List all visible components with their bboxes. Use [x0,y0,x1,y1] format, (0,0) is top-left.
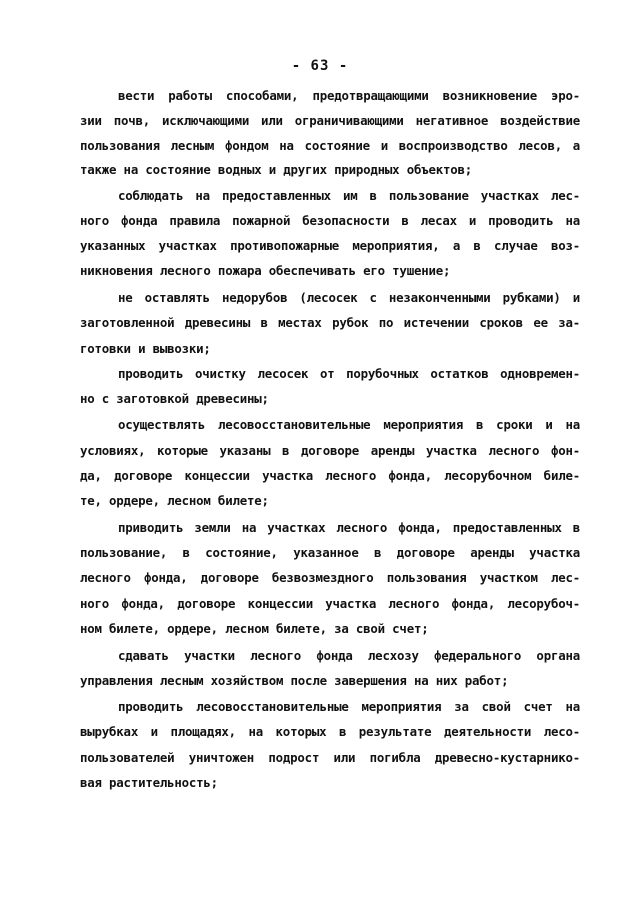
text-line: приводить земли на участках лесного фонда, предоставленных в [118,520,580,535]
text-line: проводить очистку лесосек от порубочных остатков одновремен- [118,366,580,381]
text-line: ного фонда, договоре концессии участка лесного фонда, лесорубоч- [80,596,580,611]
text-line: также на состояние водных и других природных объектов; [80,162,473,177]
text-line: вырубках и площадях, на которых в результате деятельности лесо- [80,724,580,739]
text-line: зии почв, исключающими или ограничивающими негативное воздействие [80,113,580,128]
text-line: заготовленной древесины в местах рубок по истечении сроков ее за- [80,315,580,330]
text-line: ного фонда правила пожарной безопасности в лесах и проводить на [80,213,580,228]
text-line: готовки и вывозки; [80,341,211,356]
text-line: осуществлять лесовосстановительные мероприятия в сроки и на [118,417,580,432]
text-line: не оставлять недорубов (лесосек с незаконченными рубками) и [118,290,580,305]
text-line: пользование, в состояние, указанное в договоре аренды участка [80,545,580,560]
text-line: вая растительность; [80,775,218,790]
text-line: лесного фонда, договоре безвозмездного пользования участком лес- [80,570,580,585]
text-line: соблюдать на предоставленных им в пользование участках лес- [118,188,580,203]
text-line: сдавать участки лесного фонда лесхозу федерального органа [118,648,580,663]
text-line: да, договоре концессии участка лесного фонда, лесорубочном биле- [80,468,580,483]
page-number: - 63 - [291,58,349,74]
text-line: вести работы способами, предотвращающими возникновение эро- [118,88,580,103]
text-line: управления лесным хозяйством после завершения на них работ; [80,673,509,688]
text-line: условиях, которые указаны в договоре аренды участка лесного фон- [80,443,580,458]
text-line: пользования лесным фондом на состояние и воспроизводство лесов, а [80,138,580,153]
text-line: те, ордере, лесном билете; [80,493,269,508]
text-line: ном билете, ордере, лесном билете, за свой счет; [80,621,429,636]
text-line: проводить лесовосстановительные мероприятия за свой счет на [118,699,580,714]
text-line: никновения лесного пожара обеспечивать его тушение; [80,263,451,278]
text-line: но с заготовкой древесины; [80,391,269,406]
text-line: пользователей уничтожен подрост или погибла древесно-кустарнико- [80,750,580,765]
text-line: указанных участках противопожарные мероприятия, а в случае воз- [80,238,580,253]
